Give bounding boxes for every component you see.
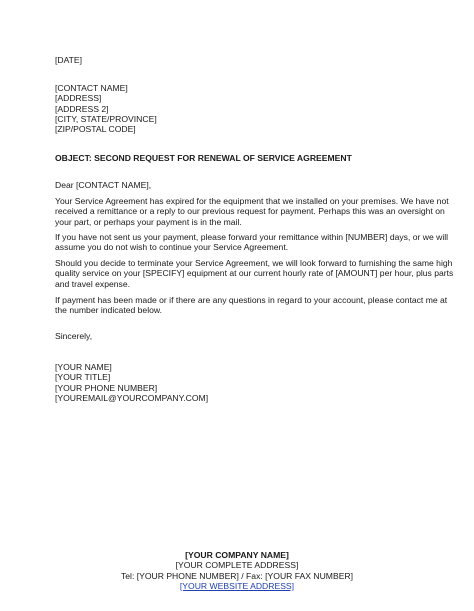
letter-closing: Sincerely, [55, 331, 93, 341]
letter-salutation: Dear [CONTACT NAME], [55, 180, 152, 190]
footer-company-name: [YOUR COMPANY NAME] [185, 550, 289, 560]
paragraph-line: your part, or perhaps your payment is in the mail. [55, 216, 242, 227]
recipient-contact-name: [CONTACT NAME] [55, 83, 128, 93]
paragraph-line: received a remittance or a reply to our previous request for payment. Perhaps this was an oversight on [55, 206, 445, 217]
paragraph-line: the number indicated below. [55, 305, 163, 316]
paragraph-line: If payment has been made or if there are any questions in regard to your account, please contact me at [55, 295, 448, 305]
paragraph-line: Your Service Agreement has expired for the equipment that we installed on your premises. We have not [55, 196, 449, 206]
paragraph-3 [55, 258, 453, 289]
footer-address: [YOUR COMPLETE ADDRESS] [175, 560, 299, 571]
recipient-address-line-2: [ADDRESS 2] [55, 103, 109, 114]
footer-phone-fax: Tel: [YOUR PHONE NUMBER] / Fax: [YOUR FAX NUMBER] [120, 570, 354, 581]
recipient-address [55, 83, 157, 134]
signature-title: [YOUR TITLE] [55, 372, 111, 383]
footer-website-link[interactable]: [YOUR WEBSITE ADDRESS] [179, 580, 295, 591]
paragraph-4 [55, 295, 447, 316]
paragraph-line: assume you do not wish to continue your Service Agreement. [55, 242, 289, 253]
paragraph-line: Should you decide to terminate your Service Agreement, we will look forward to furnishing the same high [55, 258, 453, 268]
signature-block [55, 362, 208, 403]
paragraph-line: and travel expense. [55, 278, 131, 289]
signature-phone: [YOUR PHONE NUMBER] [55, 382, 158, 393]
signature-name: [YOUR NAME] [55, 362, 112, 372]
paragraph-line: If you have not sent us your payment, please forward your remittance within [NUMBER] days, or we will [55, 232, 449, 242]
letter-date: [DATE] [55, 55, 83, 65]
recipient-city-state: [CITY, STATE/PROVINCE] [55, 113, 157, 124]
paragraph-2 [55, 232, 448, 253]
recipient-zip: [ZIP/POSTAL CODE] [55, 124, 136, 135]
letter-subject: OBJECT: SECOND REQUEST FOR RENEWAL OF SERVICE AGREEMENT [55, 153, 352, 163]
company-footer [0, 550, 474, 591]
paragraph-1 [55, 196, 449, 227]
signature-email: [YOUREMAIL@YOURCOMPANY.COM] [55, 392, 209, 403]
recipient-address-line-1: [ADDRESS] [55, 93, 102, 104]
paragraph-line: quality service on your [SPECIFY] equipment at our current hourly rate of [AMOUNT] per hour, plus parts [55, 268, 454, 279]
